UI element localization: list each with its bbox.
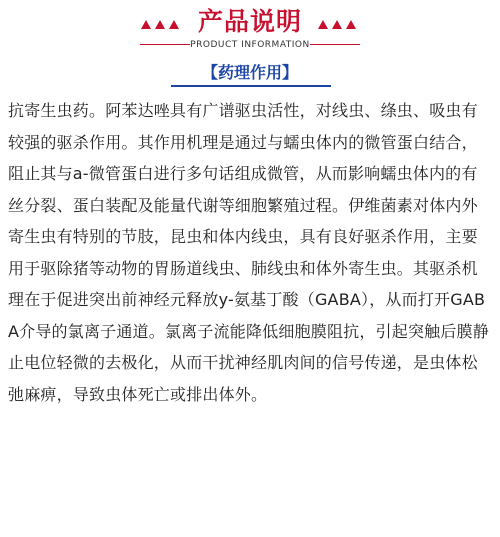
description-body xyxy=(8,95,492,410)
triangle-icon xyxy=(318,20,328,29)
section-heading xyxy=(0,61,500,87)
right-triangle-decoration xyxy=(318,20,356,29)
page-title: 产品说明 xyxy=(197,7,302,36)
page-header xyxy=(0,6,500,54)
page-subtitle: PRODUCT INFORMATION xyxy=(190,40,310,50)
triangle-icon xyxy=(332,20,342,29)
section-heading-underline xyxy=(171,85,331,87)
description-paragraph: 抗寄生虫药。阿苯达唑具有广谱驱虫活性，对线虫、绦虫、吸虫有较强的驱杀作用。其作用机理是通过与蠕虫体内的微管蛋白结合，阻止其与a-微管蛋白进行多句话组成微管，从而影响蠕虫体内的有丝分裂、蛋白装配及能量代谢等细胞繁殖过程。伊维菌素对体内外寄生虫有特别的节肢，昆虫和体内线虫，具有良好驱杀作用，主要用于驱除猪等动物的胃肠道线虫、肺线虫和体外寄生虫。其驱杀机理在于促进突出前神经元释放y-氨基丁酸（GABA），从而打开GABA介导的氯离子通道。氯离子流能降低细胞膜阻抗，引起突触后膜静止电位轻微的去极化，从而干扰神经肌肉间的信号传递，是虫体松弛麻痹，导致虫体死亡或排出体外。 xyxy=(8,101,489,404)
section-heading-label: 【药理作用】 xyxy=(201,63,298,82)
triangle-icon xyxy=(346,20,356,29)
